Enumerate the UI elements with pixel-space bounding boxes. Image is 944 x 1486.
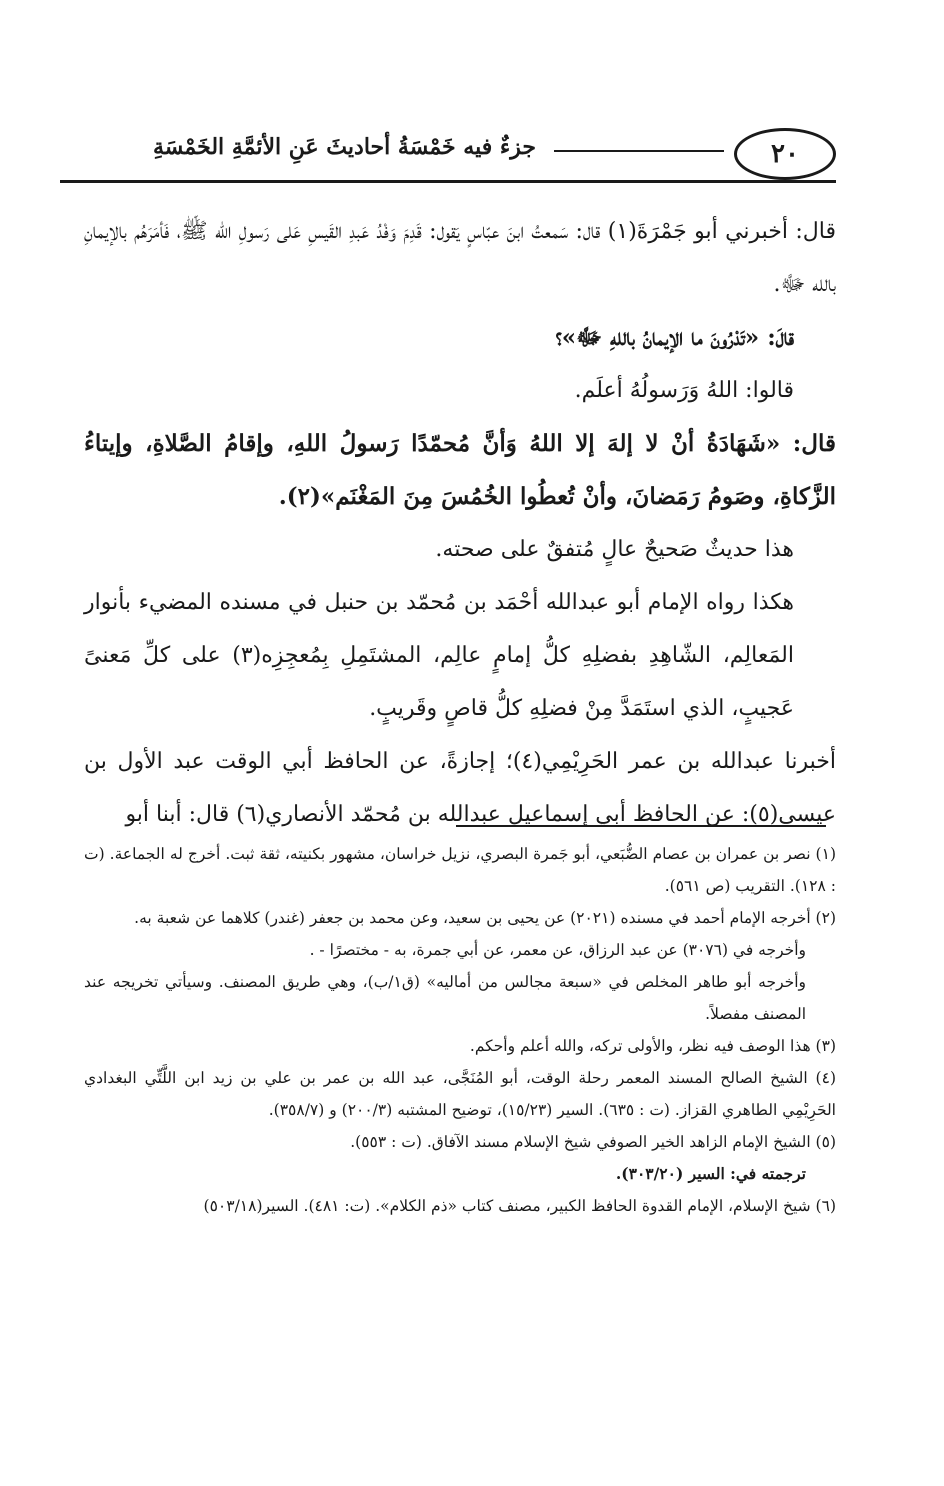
paragraph-answer: قالوا: اللهُ وَرَسولُهُ أعلَم. xyxy=(574,378,794,403)
paragraph-musnad: هكذا رواه الإمام أبو عبدالله أحْمَد بن مُحمّد بن حنبل في مسنده المضيء بأنوار المَعالِم، الشّاهِدِ بفضلِهِ كلُّ إمامٍ عالِم، المشتَمِلِ بِمُعجِزِه(٣) على كلِّ مَعنىً عَجيبٍ، الذي استَمَدَّ مِنْ فضلِهِ كلُّ قاصٍ وقَريبٍ. xyxy=(84,590,794,721)
footnote-2-cont-a: وأخرجه في (٣٠٧٦) عن عبد الرزاق، عن معمر، عن أبي جمرة، به - مختصرًا - . xyxy=(309,941,806,959)
header-rule xyxy=(60,180,836,183)
paragraph-question: قالَ: «تَدْرُونَ ما الإيمانُ باللهِ ﷻ»؟ xyxy=(555,324,794,351)
footnote-separator xyxy=(456,825,826,827)
header-dash-line xyxy=(554,150,724,152)
main-text xyxy=(84,205,836,841)
footnote-5: (٥) الشيخ الإمام الزاهد الخير الصوفي شيخ الإسلام مسند الآفاق. (ت : ٥٥٣). xyxy=(350,1133,836,1151)
page-number: ٢٠ xyxy=(734,128,836,180)
footnotes xyxy=(84,838,836,1222)
running-title: جزءٌ فيه خَمْسَةُ أحاديثَ عَنِ الأئمَّةِ الخَمْسَةِ xyxy=(153,134,536,160)
paragraph-hadith: قال: «شَهَادَةُ أنْ لا إلهَ إلا اللهُ وَأنَّ مُحمّدًا رَسولُ اللهِ، وإقامُ الصَّلاةِ، وإيتاءُ الزَّكاةِ، وصَومُ رَمَضانَ، وأنْ تُعطُوا الخُمُسَ مِنَ المَغْنَم»(٢). xyxy=(84,430,836,510)
page-header xyxy=(60,110,836,190)
footnote-1: (١) نصر بن عمران بن عصام الضُّبَعي، أبو جَمرة البصري، نزيل خراسان، مشهور بكنيته، ثقة ثبت. أخرج له الجماعة. (ت : ١٢٨). التقريب (ص ٥٦١). xyxy=(84,845,836,895)
footnote-6: (٦) شيخ الإسلام، الإمام القدوة الحافظ الكبير، مصنف كتاب «ذم الكلام». (ت: ٤٨١). السير(٥٠٣/١٨) xyxy=(203,1197,836,1215)
footnote-3: (٣) هذا الوصف فيه نظر، والأولى تركه، والله أعلم وأحكم. xyxy=(469,1037,836,1055)
footnote-2: (٢) أخرجه الإمام أحمد في مسنده (٢٠٢١) عن يحيى بن سعيد، وعن محمد بن جعفر (غندر) كلاهما عن شعبة به. xyxy=(134,909,836,927)
footnote-2-cont-b: وأخرجه أبو طاهر المخلص في «سبعة مجالس من أماليه» (ق١/ب)، وهي طريق المصنف. وسيأتي تخريجه عند المصنف مفصلاً. xyxy=(84,973,806,1023)
footnote-4: (٤) الشيخ الصالح المسند المعمر رحلة الوقت، أبو المُنَجَّى، عبد الله بن عمر بن علي بن زيد ابن اللَّتِّي البغدادي الحَرِيْمِي الطاهري القزاز. (ت : ٦٣٥). السير (١٥/٢٣)، توضيح المشتبه (٢٠٠/٣) و (٣٥٨/٧). xyxy=(84,1069,836,1119)
paragraph-isnad: أخبرنا عبدالله بن عمر الحَرِيْمِي(٤)؛ إجازةً، عن الحافظ أبي الوقت عبد الأول بن عيسى(٥): عن الحافظ أبي إسماعيل عبدالله بن مُحمّد الأنصاري(٦) قال: أبنا أبو xyxy=(84,749,836,827)
paragraph-grading: هذا حديثٌ صَحيحٌ عالٍ مُتفقٌ على صحته. xyxy=(435,537,794,562)
paragraph-narration: قال: أخبرني أبو جَمْرَةَ(١) قال: سَمعتُ ابنَ عبّاسٍ يَقول: قَدِمَ وَفْدُ عَبدِ القَيسِ عَلى رَسولِ الله ﷺ، فَأمَرَهُم بالإيمانِ بالله ﷻ. xyxy=(84,219,836,297)
footnote-5-cont: ترجمته في: السير (٣٠٣/٢٠). xyxy=(615,1164,806,1183)
